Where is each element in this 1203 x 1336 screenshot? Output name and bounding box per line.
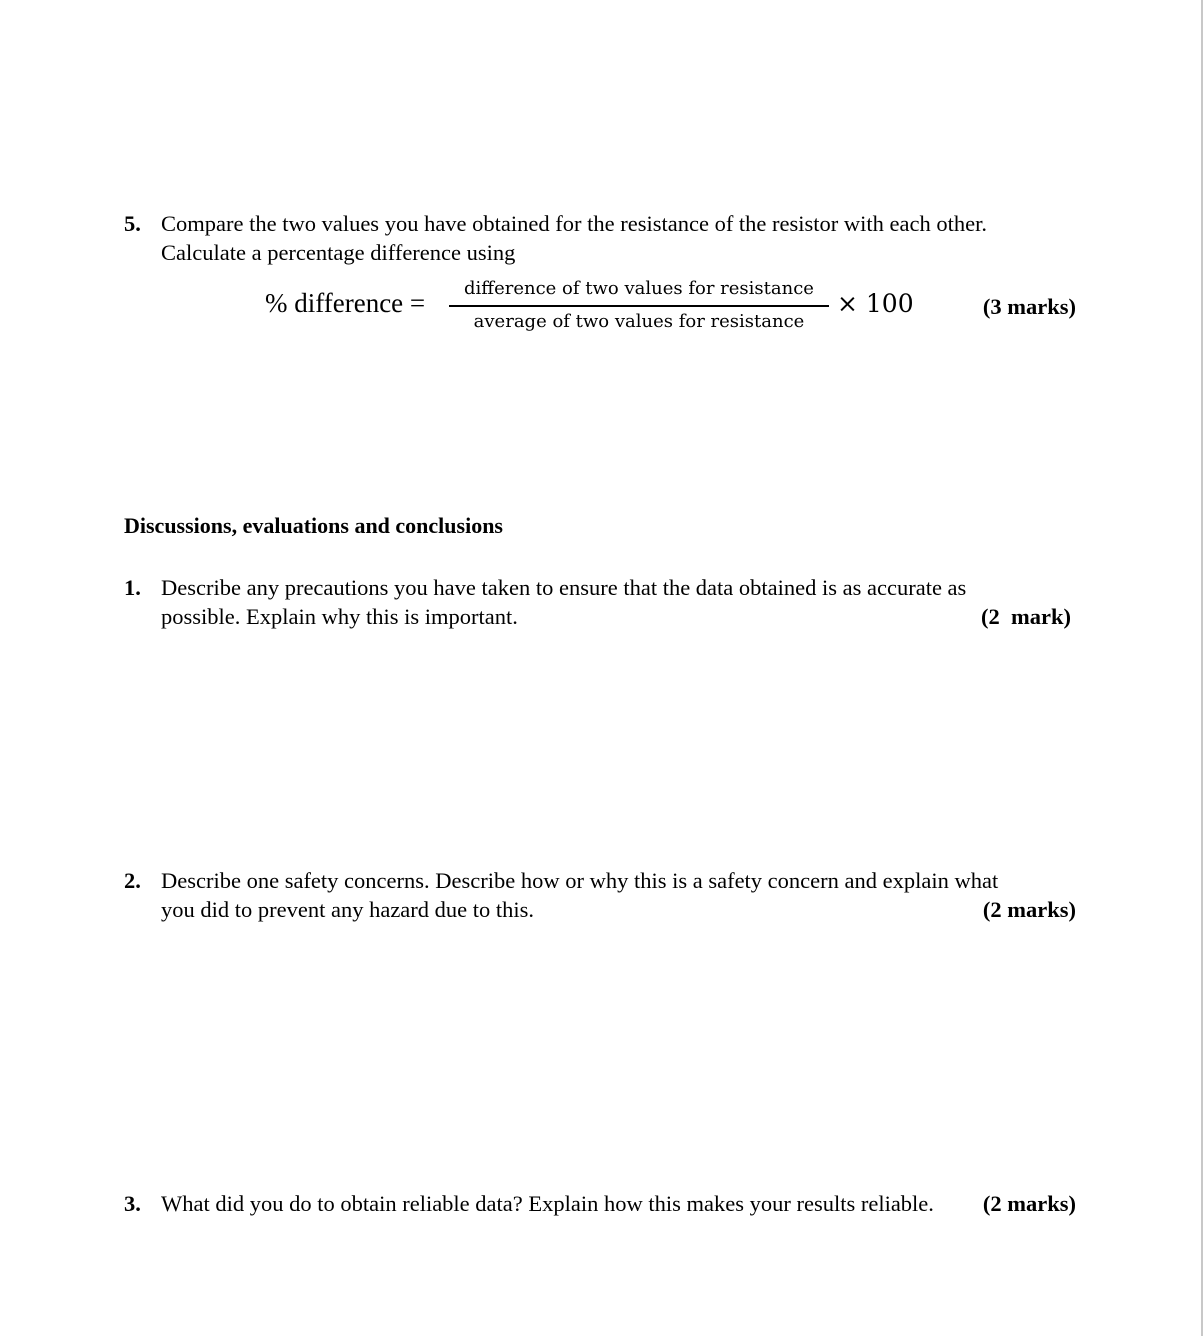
question-number: 5. [124,211,141,236]
discussion-question-1 [124,573,1071,631]
discussion-question-2 [124,866,1076,924]
question-text-line-2 [161,895,1076,924]
question-text-line-1: Describe one safety concerns. Describe how or why this is a safety concern and explain what [161,868,999,893]
formula-numerator: difference of two values for resistance [464,278,814,299]
question-text-line-2 [161,602,1071,631]
formula-multiplier: × 100 [837,289,914,318]
formula-lhs: % difference = [265,288,426,318]
formula-fraction [449,275,829,339]
question-number: 1. [124,575,141,600]
marks-label: (3 marks) [982,294,1076,319]
question-text-line-1 [161,1189,1076,1218]
question-number: 2. [124,868,141,893]
question-text-line-1: Compare the two values you have obtained for the resistance of the resistor with each other. [161,211,987,236]
question-text: you did to prevent any hazard due to this. [161,897,535,922]
marks-label: (2 marks) [982,1191,1076,1216]
marks-label: (2 mark) [981,604,1071,629]
section-heading: Discussions, evaluations and conclusions [124,513,503,538]
marks-label: (2 marks) [982,897,1076,922]
percent-difference-formula [265,275,1076,339]
question-text-line-1: Describe any precautions you have taken to ensure that the data obtained is as accurate as [161,575,967,600]
formula-denominator: average of two values for resistance [473,311,805,332]
fraction-bar [449,305,829,307]
question-text: possible. Explain why this is important. [161,604,518,629]
question-text-line-2: Calculate a percentage difference using [161,240,516,265]
question-number: 3. [124,1191,141,1216]
question-text: What did you do to obtain reliable data? Explain how this makes your results reliable. [161,1191,934,1216]
discussion-question-3 [124,1189,1076,1218]
question-5 [124,209,1076,267]
